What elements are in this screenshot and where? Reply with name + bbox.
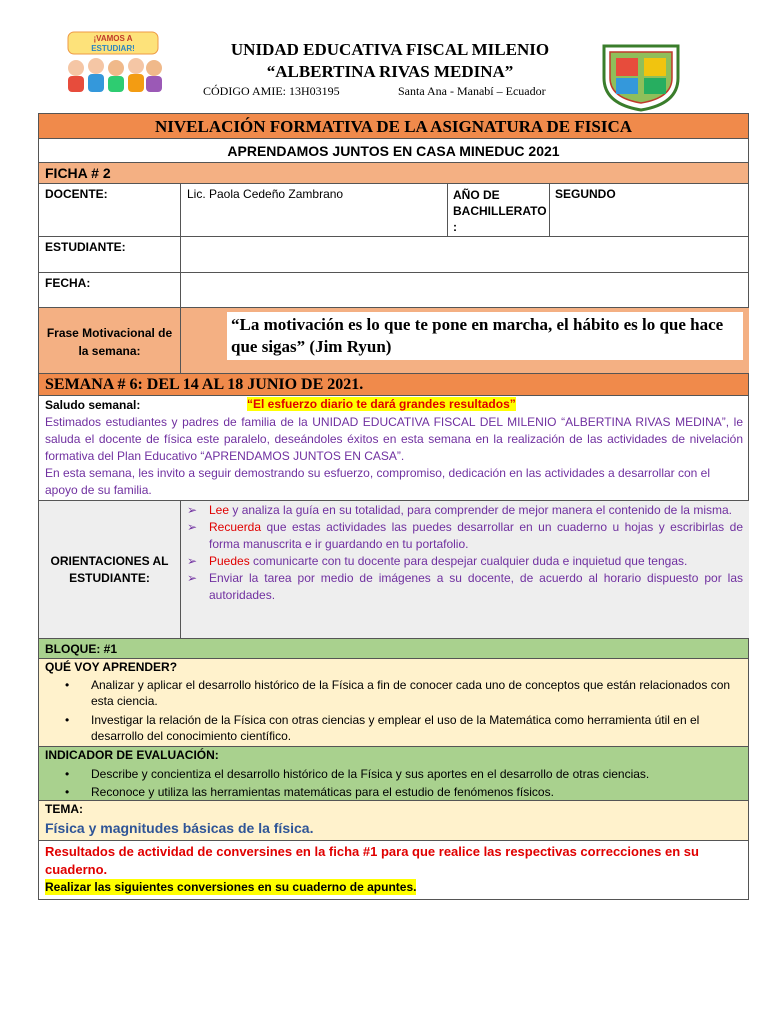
docente-value: Lic. Paola Cedeño Zambrano [187, 187, 344, 201]
aprender-list [39, 677, 743, 744]
estudiante-row [38, 236, 749, 272]
bloque-row [38, 638, 749, 658]
arrow-bullet-icon: ➢ [187, 554, 198, 568]
school-seal-icon [596, 40, 686, 112]
aprender-row [38, 658, 749, 746]
list-item: • Reconoce y utiliza las herramientas matemáticas para el estudio de fenómenos físicos. [65, 785, 554, 799]
list-item: • Investigar la relación de la Física con otras ciencias y emplear el uso de la Matemática como herramienta útil en el desarrollo del conocimiento científico. [65, 713, 700, 743]
subtitle: APRENDAMOS JUNTOS EN CASA MINEDUC 2021 [227, 143, 560, 159]
list-item: • Describe y concientiza el desarrollo histórico de la Física y sus aportes en el desarrollo de otras ciencias. [65, 767, 650, 781]
saludo-paragraph-2: En esta semana, les invito a seguir demostrando su esfuerzo, compromiso, dedicación en las actividades a desarrollar con el apoyo de su familia. [45, 466, 711, 497]
school-name-2: “ALBERTINA RIVAS MEDINA” [266, 62, 514, 81]
orientaciones-label: ORIENTACIONES AL ESTUDIANTE: [50, 554, 169, 585]
saludo-paragraph: Estimados estudiantes y padres de familia de la UNIDAD EDUCATIVA FISCAL DEL MILENIO “ALBERTINA RIVAS MEDINA”, le saluda el docente de física este paralelo, deseándoles éxitos en esta semana en la realización de las actividades de nivelación formativa del Plan Educativo “APRENDAMOS JUNTOS EN CASA”. [45, 415, 743, 463]
motivational-quote: “La motivación es lo que te pone en marcha, el hábito es lo que hace que sigas” (Jim Ryun) [227, 312, 743, 360]
docente-row [38, 183, 749, 236]
svg-text:ESTUDIAR!: ESTUDIAR! [91, 44, 135, 53]
list-item: • Analizar y aplicar el desarrollo histórico de la Física a fin de conocer cada uno de conceptos que están relacionados con esta ciencia. [65, 678, 731, 708]
bullet-icon: • [65, 785, 70, 799]
fecha-label: FECHA: [45, 276, 91, 290]
amie-code: CÓDIGO AMIE: 13H03195 [203, 84, 340, 98]
list-item: ➢ Recuerda que estas actividades las puedes desarrollar en un cuaderno u hojas y escribirlas de forma manuscrita e ir guardando en tu portafolio. [187, 520, 743, 551]
aprender-label: QUÉ VOY APRENDER? [45, 660, 178, 674]
left-logo [60, 28, 166, 98]
bullet-icon: • [65, 678, 70, 692]
saludo-row [38, 395, 749, 500]
bullet-icon: • [65, 713, 70, 727]
tema-row [38, 800, 749, 840]
fecha-row [38, 272, 749, 307]
list-item: ➢ Puedes comunicarte con tu docente para despejar cualquier duda e inquietud que tengas. [187, 554, 688, 568]
bullet-icon: • [65, 767, 70, 781]
subtitle-row [38, 138, 749, 162]
bloque-label: BLOQUE: #1 [45, 642, 118, 656]
frase-row [38, 307, 749, 373]
orientaciones-list [181, 502, 743, 604]
list-item: ➢ Lee y analiza la guía en su totalidad, para comprender de mejor manera el contenido de la misma. [187, 503, 732, 517]
svg-text:¡VAMOS A: ¡VAMOS A [93, 34, 133, 43]
semana-row [38, 373, 749, 395]
estudiante-label: ESTUDIANTE: [45, 240, 126, 254]
arrow-bullet-icon: ➢ [187, 520, 198, 534]
indicador-label: INDICADOR DE EVALUACIÓN: [45, 748, 219, 762]
school-location: Santa Ana - Manabí – Ecuador [398, 84, 546, 98]
ficha-number: FICHA # 2 [45, 165, 111, 181]
frase-label: Frase Motivacional de la semana: [46, 326, 173, 358]
list-item: ➢ Enviar la tarea por medio de imágenes a su docente, de acuerdo al horario dispuesto por las autoridades. [187, 571, 743, 602]
indicador-row [38, 746, 749, 800]
resultados-row [38, 840, 749, 900]
ficha-row [38, 162, 749, 183]
school-name: UNIDAD EDUCATIVA FISCAL MILENIO [230, 40, 550, 59]
fecha-field[interactable] [181, 273, 748, 307]
estudiante-field[interactable] [181, 237, 748, 272]
indicador-list [39, 766, 743, 800]
saludo-highlight: “El esfuerzo diario te dará grandes resultados” [247, 397, 516, 411]
resultados-text: Resultados de actividad de conversines en la ficha #1 para que realice las respectivas correcciones en su cuaderno. [45, 844, 699, 877]
saludo-label: Saludo semanal: [45, 398, 141, 412]
realizar-text: Realizar las siguientes conversiones en su cuaderno de apuntes. [45, 880, 417, 894]
anio-label: AÑO DE BACHILLERATO : [453, 188, 547, 234]
arrow-bullet-icon: ➢ [187, 571, 198, 585]
tema-value: Física y magnitudes básicas de la física. [45, 820, 314, 836]
semana-title: SEMANA # 6: DEL 14 AL 18 JUNIO DE 2021. [45, 376, 364, 393]
docente-label: DOCENTE: [45, 187, 108, 201]
tema-label: TEMA: [45, 802, 83, 816]
anio-value: SEGUNDO [555, 187, 616, 201]
arrow-bullet-icon: ➢ [187, 503, 198, 517]
title-row [38, 113, 749, 138]
page-title: NIVELACIÓN FORMATIVA DE LA ASIGNATURA DE FISICA [154, 117, 633, 136]
orientaciones-row [38, 500, 749, 638]
